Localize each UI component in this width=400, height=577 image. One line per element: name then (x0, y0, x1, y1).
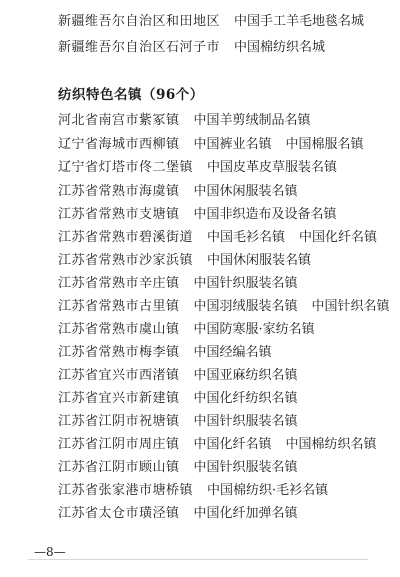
list-item (58, 160, 392, 176)
region-name: 新疆维吾尔自治区石河子市 (58, 40, 221, 55)
town-name: 江苏省常熟市碧溪街道 (58, 230, 194, 245)
list-item (58, 460, 392, 476)
list-item (58, 368, 392, 384)
honor-title: 中国防寒服·家纺名镇 (193, 322, 315, 337)
town-name: 江苏省常熟市梅李镇 (58, 345, 180, 360)
honor-title: 中国手工羊毛地毯名城 (234, 14, 365, 29)
town-name: 江苏省常熟市海虞镇 (58, 184, 180, 199)
honor-title: 中国化纤名镇 (193, 437, 272, 452)
town-name: 江苏省常熟市支塘镇 (58, 207, 180, 222)
list-item (58, 184, 392, 200)
honor-title: 中国亚麻纺织名镇 (193, 368, 298, 383)
town-name: 江苏省宜兴市新建镇 (58, 391, 180, 406)
list-item (58, 345, 392, 361)
honor-title: 中国裤业名镇 (193, 137, 272, 152)
honor-title: 中国毛衫名镇 (207, 230, 286, 245)
honor-title: 中国休闲服装名镇 (207, 253, 312, 268)
honor-title: 中国针织服装名镇 (193, 414, 298, 429)
honor-title: 中国休闲服装名镇 (193, 184, 298, 199)
page-number: —8— (34, 545, 66, 559)
list-item (58, 299, 392, 315)
honor-title: 中国化纤名镇 (299, 230, 378, 245)
town-name: 辽宁省灯塔市佟二堡镇 (58, 160, 194, 175)
list-item (58, 414, 392, 430)
honor-title: 中国棉纺织·毛衫名镇 (207, 483, 329, 498)
honor-title: 中国羊剪绒制品名镇 (193, 113, 311, 128)
town-name: 江苏省江阴市周庄镇 (58, 437, 180, 452)
honor-title: 中国皮革皮草服装名镇 (207, 160, 338, 175)
town-name: 江苏省常熟市虞山镇 (58, 322, 180, 337)
list-item (58, 113, 392, 129)
list-item (58, 276, 392, 292)
list-item (58, 483, 392, 499)
town-name: 江苏省常熟市古里镇 (58, 299, 180, 314)
town-name: 江苏省常熟市沙家浜镇 (58, 253, 194, 268)
town-name: 江苏省太仓市璜泾镇 (58, 506, 180, 521)
honor-title: 中国针织服装名镇 (193, 460, 298, 475)
footer-divider (28, 559, 368, 560)
list-item (58, 322, 392, 338)
honor-title: 中国针织名镇 (311, 299, 390, 314)
town-name: 江苏省张家港市塘桥镇 (58, 483, 194, 498)
list-item (58, 137, 392, 153)
honor-title: 中国针织服装名镇 (193, 276, 298, 291)
section-heading: 纺织特色名镇（96个） (58, 87, 204, 103)
list-item (58, 437, 392, 453)
list-item (58, 391, 392, 407)
list-item (58, 253, 392, 269)
list-item (58, 506, 392, 522)
honor-title: 中国化纤纺织名镇 (193, 391, 298, 406)
town-name: 江苏省江阴市顾山镇 (58, 460, 180, 475)
honor-title: 中国棉服名镇 (285, 137, 364, 152)
town-name: 辽宁省海城市西柳镇 (58, 137, 180, 152)
list-item (58, 14, 392, 30)
town-name: 江苏省江阴市祝塘镇 (58, 414, 180, 429)
honor-title: 中国化纤加弹名镇 (193, 506, 298, 521)
honor-title: 中国棉纺织名镇 (285, 437, 377, 452)
honor-title: 中国羽绒服装名镇 (193, 299, 298, 314)
list-item (58, 207, 392, 223)
honor-title: 中国棉纺织名城 (234, 40, 326, 55)
region-name: 新疆维吾尔自治区和田地区 (58, 14, 221, 29)
list-item (58, 40, 392, 56)
honor-title: 中国非织造布及设备名镇 (193, 207, 337, 222)
honor-title: 中国经编名镇 (193, 345, 272, 360)
town-name: 江苏省宜兴市西渚镇 (58, 368, 180, 383)
list-item (58, 230, 392, 246)
town-name: 河北省南宫市紫冢镇 (58, 113, 180, 128)
town-name: 江苏省常熟市辛庄镇 (58, 276, 180, 291)
